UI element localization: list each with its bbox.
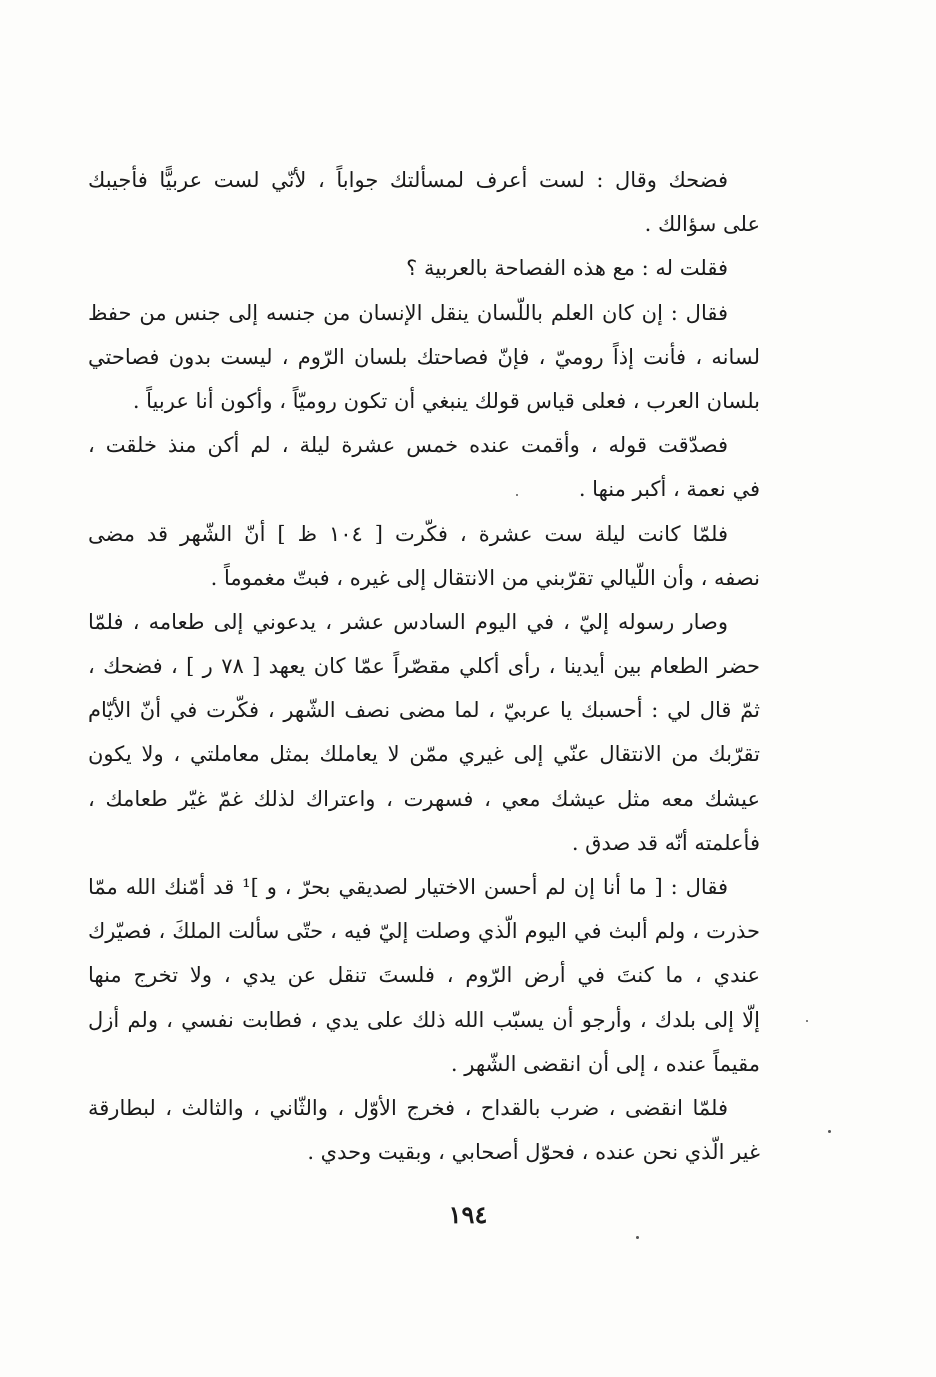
text-line: غير الّذي نحن عنده ، فحوّل أصحابي ، وبقيت وحدي . (307, 1140, 760, 1165)
text-line: حذرت ، ولم ألبث في اليوم الّذي وصلت إليّ فيه ، حتّى سألت الملكَ ، فصيّرك (88, 919, 760, 944)
text-line: فلمّا انقضى ، ضرب بالقداح ، فخرج الأوّل ، والثّاني ، والثالث ، لبطارقة (88, 1095, 728, 1120)
text-line: فلمّا كانت ليلة ست عشرة ، فكّرت [ ١٠٤ ظ ] أنّ الشّهر قد مضى (88, 521, 728, 546)
scan-speck (516, 494, 518, 496)
text-line: عندي ، ما كنتَ في أرض الرّوم ، فلستَ تنقل عن يدي ، ولا تخرج منها (88, 963, 760, 988)
text-line: عيشك معه مثل عيشك معي ، فسهرت ، واعتراك لذلك غمّ غيّر طعامك ، (88, 786, 760, 811)
body-text (88, 158, 760, 1174)
text-line: وصار رسوله إليّ ، في اليوم السادس عشر ، يدعوني إلى طعامه ، فلمّا (88, 609, 728, 634)
scan-speck (806, 1020, 808, 1022)
text-line: فأعلمته أنّه قد صدق . (571, 830, 760, 855)
text-line: في نعمة ، أكبر منها . (578, 477, 760, 502)
text-line: فقال : إن كان العلم باللّسان ينقل الإنسان من جنسه إلى جنس من حفظ (88, 300, 728, 325)
text-line: فضحك وقال : لست أعرف لمسألتك جواباً ، لأنّي لست عربيًّا فأجيبك (88, 168, 728, 192)
text-line: تقرّبك من الانتقال عنّي إلى غيري ممّن لا يعاملك بمثل معاملتي ، ولا يكون (88, 742, 760, 767)
text-line: بلسان العرب ، فعلى قياس قولك ينبغي أن تكون روميّاً ، وأكون أنا عربياً . (132, 388, 760, 413)
text-line: فقال : [ ما أنا إن لم أحسن الاختيار لصديقي بحرّ ، و ]¹ قد أمّنك الله ممّا (88, 875, 728, 899)
scan-speck (828, 1130, 831, 1133)
page-number: ١٩٤ (448, 1200, 488, 1229)
text-line: إلّا إلى بلدك ، وأرجو أن يسبّب الله ذلك على يدي ، فطابت نفسي ، ولم أزل (88, 1007, 760, 1032)
text-line: فصدّقت قوله ، وأقمت عنده خمس عشرة ليلة ، لم أكن منذ خلقت ، (88, 433, 728, 458)
scan-speck (636, 1236, 639, 1239)
text-line: على سؤالك . (644, 212, 760, 237)
text-line: فقلت له : مع هذه الفصاحة بالعربية ؟ (406, 256, 728, 281)
text-line: مقيماً عنده ، إلى أن انقضى الشّهر . (450, 1051, 760, 1076)
text-line: حضر الطعام بين أيدينا ، رأى أكلي مقصّراً عمّا كان يعهد [ ٧٨ ر ] ، فضحك ، (88, 654, 760, 679)
text-line: ثمّ قال لي : أحسبك يا عربيّ ، لما مضى نصف الشّهر ، فكّرت في أنّ الأيّام (88, 698, 760, 723)
text-line: لسانه ، فأنت إذاً روميّ ، فإنّ فصاحتك بلسان الرّوم ، ليست بدون فصاحتي (88, 344, 760, 369)
text-line: نصفه ، وأن اللّيالي تقرّبني من الانتقال إلى غيره ، فبتّ مغموماً . (210, 565, 760, 590)
